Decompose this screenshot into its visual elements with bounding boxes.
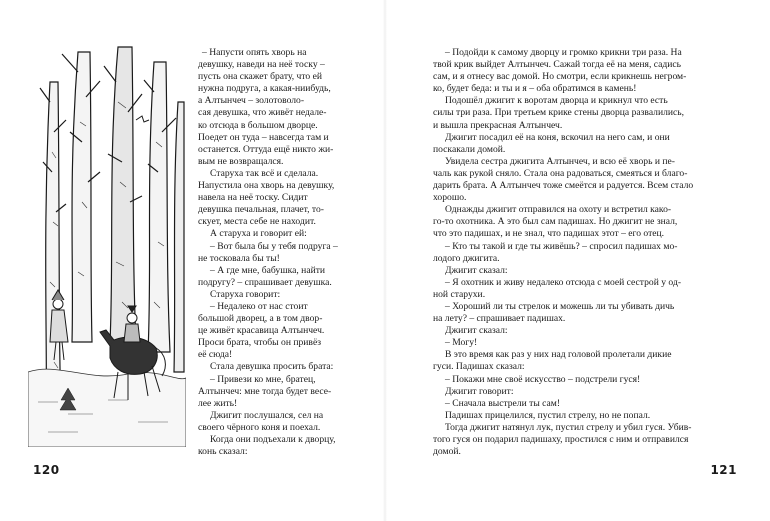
right-page <box>385 0 770 521</box>
text-line: скует, места себе не находит. <box>198 216 316 228</box>
text-line: навела на неё тоску. Сидит <box>198 192 308 204</box>
text-line: – Кто ты такой и где ты живёшь? – спросил падишах мо- <box>445 240 678 252</box>
text-line: большой дворец, а в том двор- <box>198 313 323 325</box>
text-line: подругу? – спрашивает девушка. <box>198 276 332 288</box>
text-line: Увидела сестра джигита Алтынчеч, и всю её хворь и пе- <box>445 155 675 167</box>
text-line: поскакали домой. <box>433 143 506 155</box>
text-line: лодого джигита. <box>433 252 500 264</box>
text-line: Однажды джигит отправился на охоту и встретил како- <box>445 204 672 216</box>
text-line: девушка печальная, плачет, то- <box>198 204 324 216</box>
text-line: сая девушка, что живёт недале- <box>198 107 327 119</box>
text-line: – Подойди к самому дворцу и громко крикни три раза. На <box>445 47 682 58</box>
text-line: Когда они подъехали к дворцу, <box>210 434 336 445</box>
text-line: силы три раза. При третьем крике стены дворца развалились, <box>433 107 685 119</box>
text-line: Подошёл джигит к воротам дворца и крикнул что есть <box>445 95 668 107</box>
text-line: сам, и я отнесу вас домой. Но смотри, если крикнешь негром- <box>433 71 687 83</box>
text-line: го-то охотника. А это был сам падишах. Но джигит не знал, <box>433 216 678 228</box>
text-line: хорошо. <box>433 192 467 204</box>
text-line: ко, будет беда: и ты и я – оба обратимся в камень! <box>433 83 637 95</box>
text-line: – А где мне, бабушка, найти <box>210 264 326 276</box>
text-line: це живёт красавица Алтынчеч. <box>198 325 325 337</box>
text-line: твой крик выйдет Алтынчеч. Сажай тогда её на меня, садись <box>433 59 682 71</box>
text-line: Джигит послушался, сел на <box>210 409 324 421</box>
right-text-column <box>433 47 733 458</box>
text-line: Джигит говорит: <box>445 385 514 397</box>
text-line: – Вот была бы у тебя подруга – <box>210 240 338 252</box>
text-line: Тогда джигит натянул лук, пустил стрелу и убил гуся. Убив- <box>445 421 692 433</box>
text-line: – Я охотник и живу недалеко отсюда с моей сестрой у од- <box>445 276 682 288</box>
text-line: Алтынчеч: мне тогда будет весе- <box>198 385 332 397</box>
text-line: дарить брата. А Алтынчеч тоже смеётся и радуется. Всем стало <box>433 180 694 192</box>
text-line: домой. <box>433 446 461 458</box>
text-line: лее жить! <box>198 397 238 409</box>
text-line: Поедет он туда – навсегда там и <box>198 131 329 143</box>
text-line: на лету? – спрашивает падишах. <box>433 313 566 325</box>
text-line: Джигит сказал: <box>445 264 508 276</box>
text-line: гуси. Падишах сказал: <box>433 361 525 373</box>
text-line: нужна подруга, а какая-ниибудь, <box>198 83 331 95</box>
text-line: – Привези ко мне, братец, <box>210 373 316 385</box>
text-line: – Напусти опять хворь на <box>202 47 307 58</box>
text-line: ной старухи. <box>433 288 486 300</box>
text-line: конь сказал: <box>198 446 248 458</box>
text-line: В это время как раз у них над головой пролетали дикие <box>445 349 672 361</box>
text-line: Старуха говорит: <box>210 288 281 300</box>
text-line: Проси брата, чтобы он привёз <box>198 337 321 349</box>
text-line: не тосковала бы ты! <box>198 252 280 264</box>
text-line: Стала девушка просить брата: <box>210 361 334 373</box>
text-line: ко отсюда в большом дворце. <box>198 119 318 131</box>
text-line: А старуха и говорит ей: <box>210 228 307 240</box>
text-line: девушку, наведи на неё тоску – <box>198 59 325 71</box>
text-line: вым не возвращался. <box>198 155 284 167</box>
forest-scene-illustration <box>28 42 186 447</box>
text-line: Напустила она хворь на девушку, <box>198 180 335 192</box>
text-line: и вышла прекрасная Алтынчеч. <box>433 119 563 131</box>
text-line: а Алтынчеч – золотоволо- <box>198 95 305 107</box>
text-line: того гуся он подарил падишаху, простился с ним и отправился <box>433 434 689 445</box>
text-line: – Покажи мне своё искусство – подстрели гуся! <box>445 373 641 385</box>
text-line: Джигит посадил её на коня, вскочил на него сам, и они <box>445 131 670 143</box>
text-line: – Недалеко от нас стоит <box>210 300 308 312</box>
text-line: Падишах прицелился, пустил стрелу, но не попал. <box>445 409 651 421</box>
text-line: своего чёрного коня и поехал. <box>198 421 321 433</box>
text-line: Старуха так всё и сделала. <box>210 167 319 179</box>
text-line: Джигит сказал: <box>445 325 508 337</box>
text-line: – Хороший ли ты стрелок и можешь ли ты убивать дичь <box>445 300 675 312</box>
left-text-column <box>198 47 348 458</box>
text-line: – Сначала выстрели ты сам! <box>445 397 561 409</box>
text-line: чаль как рукой сняло. Стала она радоваться, смеяться и благо- <box>433 167 688 179</box>
text-line: пусть она скажет брату, что ей <box>198 71 322 83</box>
text-line: что это падишах, и не знал, что падишах этот – его отец. <box>433 228 665 240</box>
text-line: её сюда! <box>198 349 233 361</box>
page-number: 121 <box>710 463 737 477</box>
page-number: 120 <box>33 463 60 477</box>
text-line: останется. Оттуда ещё никто жи- <box>198 143 334 155</box>
text-line: – Могу! <box>445 337 478 349</box>
